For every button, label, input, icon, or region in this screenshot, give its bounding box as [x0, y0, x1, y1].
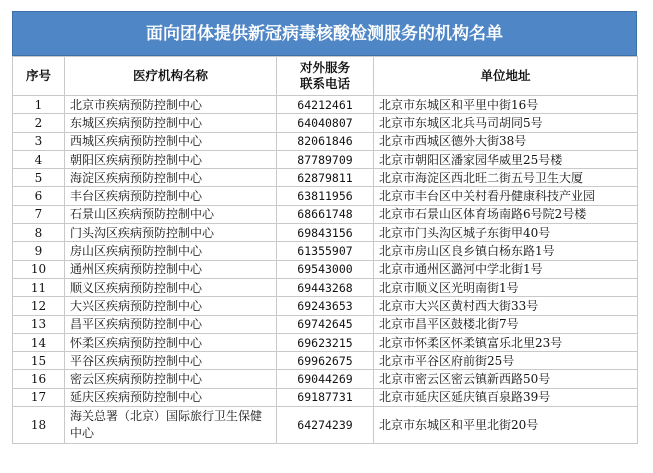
- row-phone: 61355907: [277, 242, 374, 260]
- row-phone: 69543000: [277, 260, 374, 278]
- row-name: 延庆区疾病预防控制中心: [65, 388, 277, 406]
- row-address: 北京市通州区潞河中学北街1号: [374, 260, 638, 278]
- header-phone: [277, 57, 374, 96]
- row-address: 北京市门头沟区城子东街甲40号: [374, 224, 638, 242]
- row-name: 门头沟区疾病预防控制中心: [65, 224, 277, 242]
- row-index: 12: [13, 297, 65, 315]
- page-title: 面向团体提供新冠病毒核酸检测服务的机构名单: [12, 11, 637, 56]
- row-address: 北京市丰台区中关村看丹健康科技产业园: [374, 187, 638, 205]
- header-name: 医疗机构名称: [65, 57, 277, 96]
- row-address: 北京市海淀区西北旺二街五号卫生大厦: [374, 169, 638, 187]
- row-phone: 69623215: [277, 333, 374, 351]
- header-address: 单位地址: [374, 57, 638, 96]
- row-phone: 64040807: [277, 114, 374, 132]
- row-phone: 64274239: [277, 407, 374, 444]
- institution-table: [12, 56, 638, 444]
- row-phone: 63811956: [277, 187, 374, 205]
- row-name: 通州区疾病预防控制中心: [65, 260, 277, 278]
- row-name: 海关总署（北京）国际旅行卫生保健中心: [65, 407, 277, 444]
- row-name: 房山区疾病预防控制中心: [65, 242, 277, 260]
- row-index: 7: [13, 205, 65, 223]
- row-phone: 87789709: [277, 150, 374, 168]
- table-row: [13, 260, 638, 278]
- table-row: [13, 370, 638, 388]
- row-address: 北京市延庆区延庆镇百泉路39号: [374, 388, 638, 406]
- table-row: [13, 352, 638, 370]
- row-index: 14: [13, 333, 65, 351]
- row-index: 18: [13, 407, 65, 444]
- row-address: 北京市东城区和平里北街20号: [374, 407, 638, 444]
- table-row: [13, 388, 638, 406]
- row-index: 4: [13, 150, 65, 168]
- row-phone: 69843156: [277, 224, 374, 242]
- row-index: 1: [13, 96, 65, 114]
- row-name: 大兴区疾病预防控制中心: [65, 297, 277, 315]
- table-row: [13, 96, 638, 114]
- row-phone: 69443268: [277, 278, 374, 296]
- row-name: 怀柔区疾病预防控制中心: [65, 333, 277, 351]
- row-address: 北京市平谷区府前街25号: [374, 352, 638, 370]
- row-address: 北京市朝阳区潘家园华威里25号楼: [374, 150, 638, 168]
- row-phone: 69187731: [277, 388, 374, 406]
- table-row: [13, 132, 638, 150]
- row-index: 10: [13, 260, 65, 278]
- row-address: 北京市西城区德外大街38号: [374, 132, 638, 150]
- row-name: 平谷区疾病预防控制中心: [65, 352, 277, 370]
- row-address: 北京市石景山区体育场南路6号院2号楼: [374, 205, 638, 223]
- row-index: 13: [13, 315, 65, 333]
- document-sheet: [12, 11, 637, 444]
- table-row: [13, 114, 638, 132]
- table-row: [13, 187, 638, 205]
- row-index: 8: [13, 224, 65, 242]
- row-phone: 69742645: [277, 315, 374, 333]
- row-name: 石景山区疾病预防控制中心: [65, 205, 277, 223]
- row-name: 丰台区疾病预防控制中心: [65, 187, 277, 205]
- row-index: 15: [13, 352, 65, 370]
- row-name: 朝阳区疾病预防控制中心: [65, 150, 277, 168]
- table-row: [13, 315, 638, 333]
- row-address: 北京市怀柔区怀柔镇富乐北里23号: [374, 333, 638, 351]
- table-row: [13, 242, 638, 260]
- row-name: 北京市疾病预防控制中心: [65, 96, 277, 114]
- row-address: 北京市密云区密云镇新西路50号: [374, 370, 638, 388]
- row-name: 海淀区疾病预防控制中心: [65, 169, 277, 187]
- table-row: [13, 333, 638, 351]
- table-row: [13, 278, 638, 296]
- row-name: 昌平区疾病预防控制中心: [65, 315, 277, 333]
- row-phone: 62879811: [277, 169, 374, 187]
- row-name: 密云区疾病预防控制中心: [65, 370, 277, 388]
- row-phone: 69243653: [277, 297, 374, 315]
- table-row: [13, 297, 638, 315]
- row-phone: 69962675: [277, 352, 374, 370]
- row-phone: 69044269: [277, 370, 374, 388]
- table-row: [13, 407, 638, 444]
- table-header-row: [13, 57, 638, 96]
- row-phone: 82061846: [277, 132, 374, 150]
- row-name: 西城区疾病预防控制中心: [65, 132, 277, 150]
- table-row: [13, 205, 638, 223]
- table-row: [13, 169, 638, 187]
- row-index: 5: [13, 169, 65, 187]
- table-row: [13, 150, 638, 168]
- row-index: 6: [13, 187, 65, 205]
- row-index: 11: [13, 278, 65, 296]
- table-body: [13, 96, 638, 444]
- row-index: 3: [13, 132, 65, 150]
- row-index: 17: [13, 388, 65, 406]
- row-index: 2: [13, 114, 65, 132]
- header-index: 序号: [13, 57, 65, 96]
- row-index: 9: [13, 242, 65, 260]
- row-address: 北京市房山区良乡镇白杨东路1号: [374, 242, 638, 260]
- row-address: 北京市顺义区光明南街1号: [374, 278, 638, 296]
- row-index: 16: [13, 370, 65, 388]
- row-name: 东城区疾病预防控制中心: [65, 114, 277, 132]
- row-phone: 64212461: [277, 96, 374, 114]
- table-row: [13, 224, 638, 242]
- header-phone-line1: 对外服务: [299, 60, 350, 75]
- row-address: 北京市大兴区黄村西大街33号: [374, 297, 638, 315]
- row-name: 顺义区疾病预防控制中心: [65, 278, 277, 296]
- row-address: 北京市东城区北兵马司胡同5号: [374, 114, 638, 132]
- row-address: 北京市东城区和平里中街16号: [374, 96, 638, 114]
- row-phone: 68661748: [277, 205, 374, 223]
- row-address: 北京市昌平区鼓楼北街7号: [374, 315, 638, 333]
- header-phone-line2: 联系电话: [299, 76, 350, 91]
